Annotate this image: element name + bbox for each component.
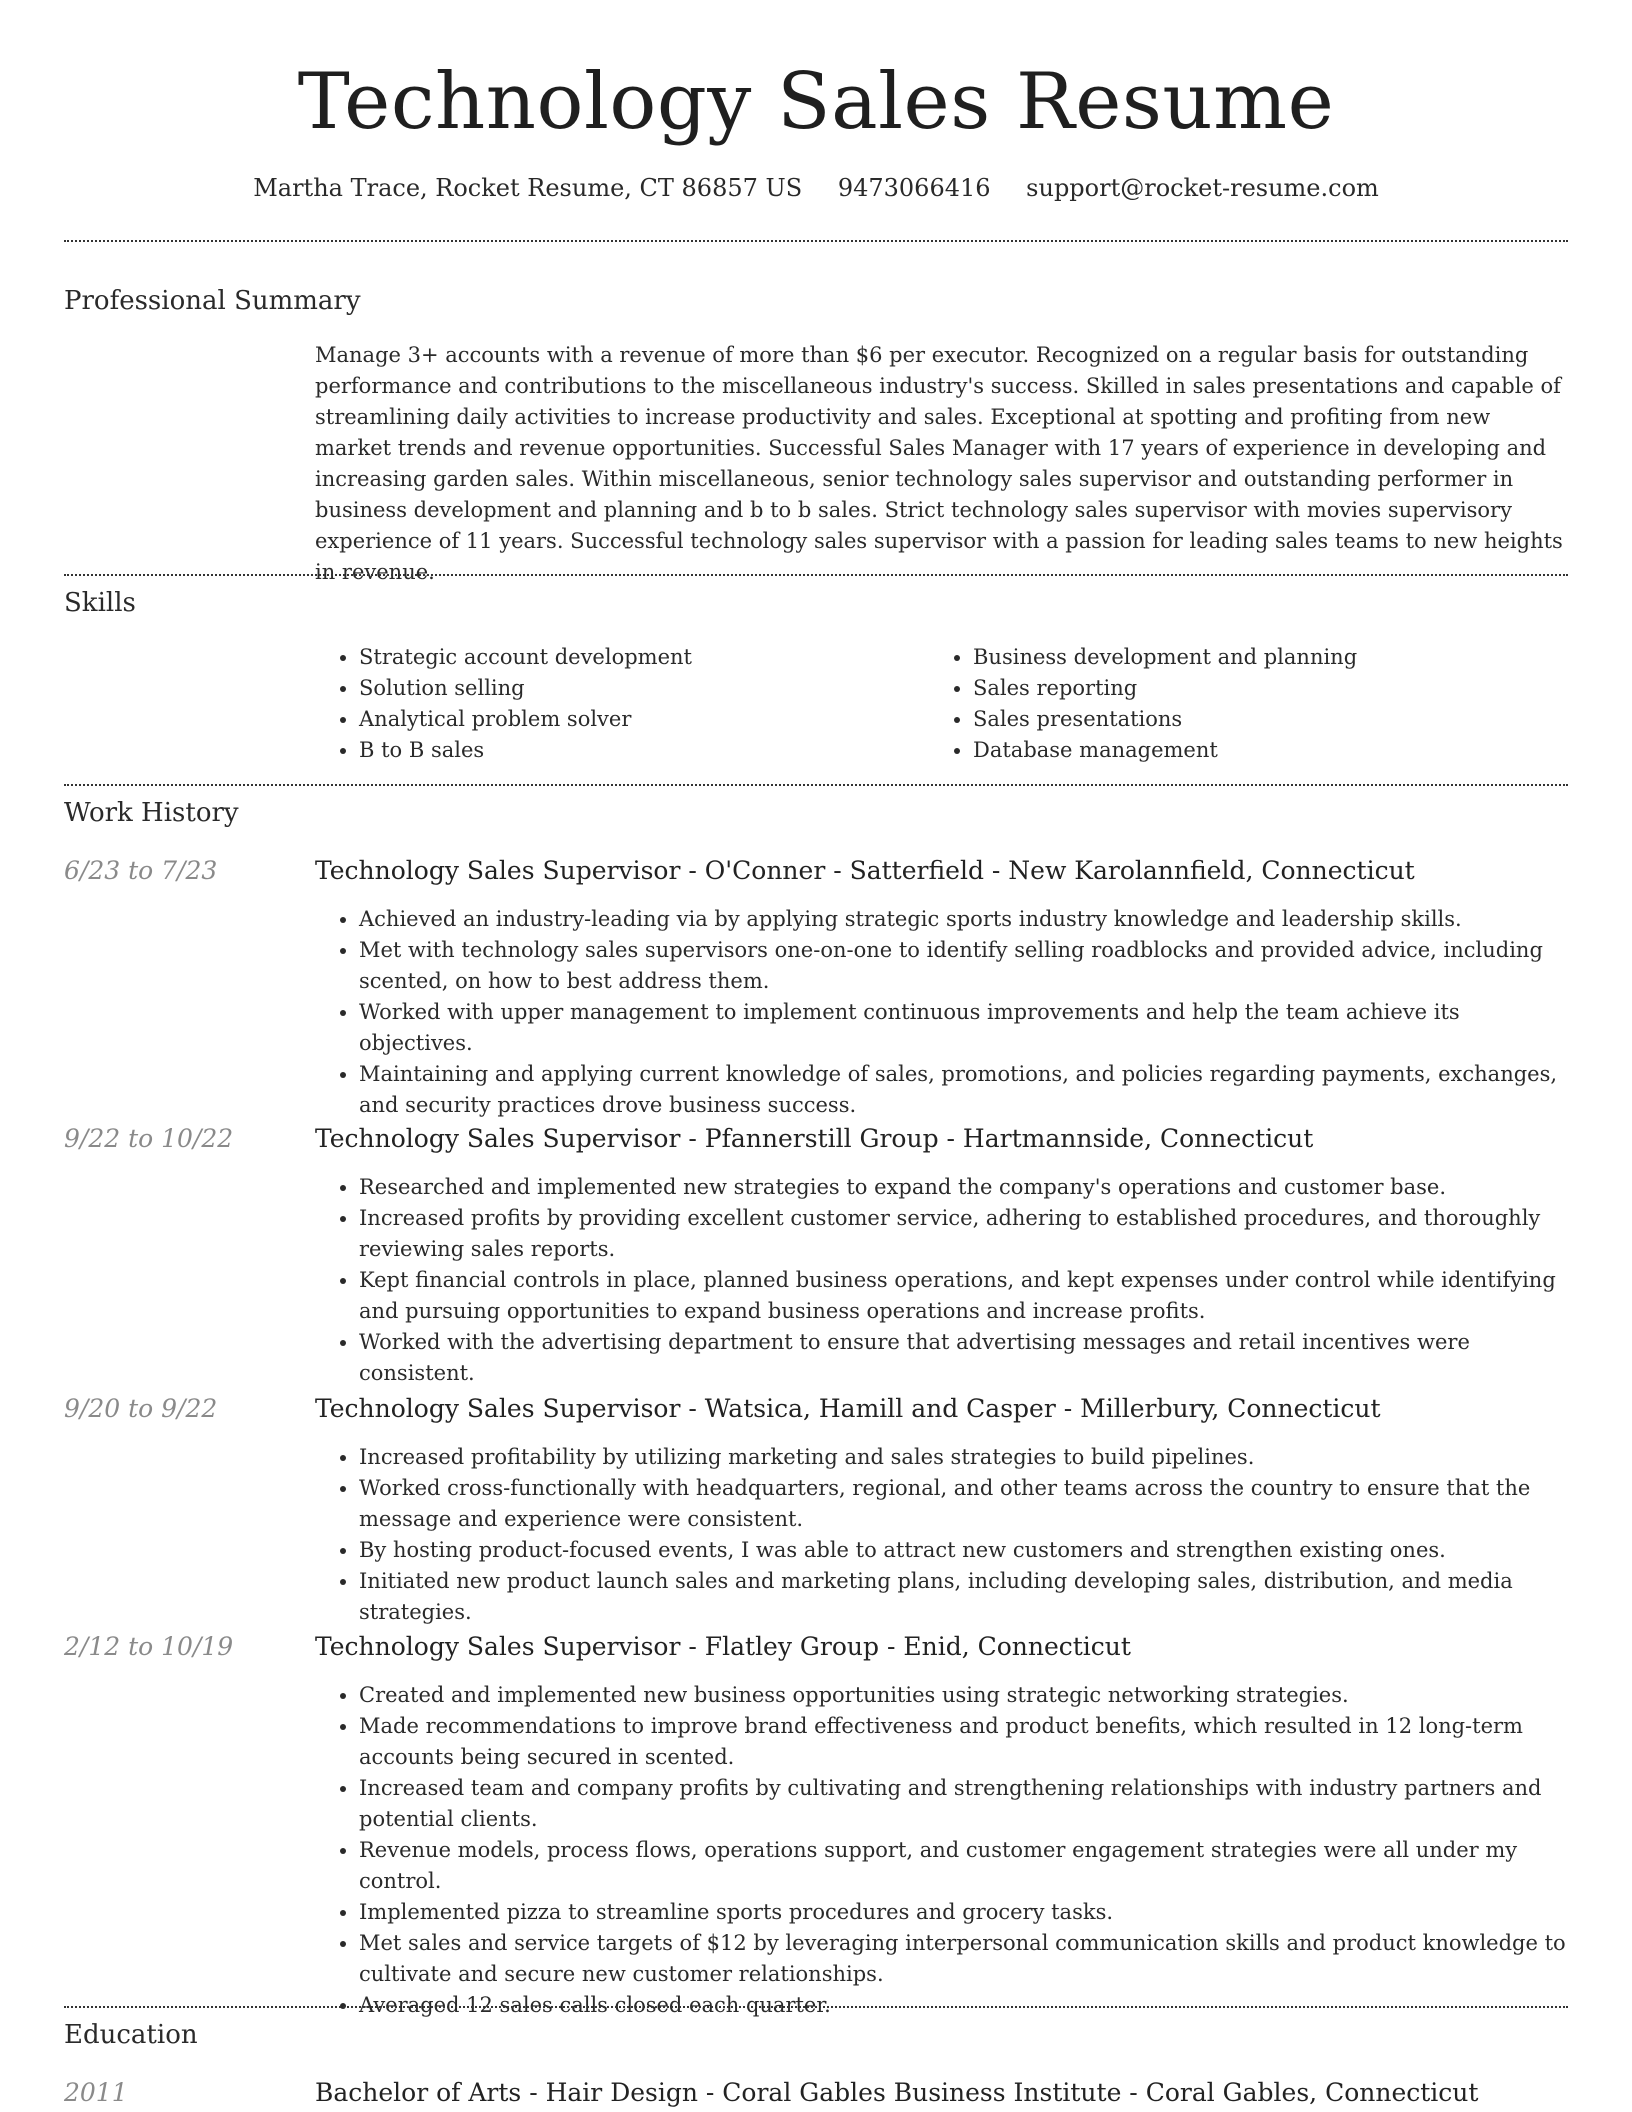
section-title-work-history: Work History: [64, 798, 239, 828]
job-bullet: • Maintaining and applying current knowledge of sales, promotions, and policies regarding payments, exchanges, and security practices drove business success.: [359, 1059, 1568, 1121]
divider: [64, 784, 1568, 786]
job-bullet: • Worked cross-functionally with headquarters, regional, and other teams across the country to ensure that the message and experience were consistent.: [359, 1473, 1568, 1535]
section-title-skills: Skills: [64, 588, 136, 618]
education-title: Bachelor of Arts - Hair Design - Coral Gables Business Institute - Coral Gables, Connecticut: [315, 2078, 1479, 2107]
job-date: 2/12 to 10/19: [64, 1632, 234, 1661]
job-bullet: • Researched and implemented new strategies to expand the company's operations and customer base.: [359, 1172, 1568, 1203]
skill-item: • Sales reporting: [973, 673, 1543, 704]
section-title-education: Education: [64, 2020, 198, 2050]
job-bullets: [315, 1172, 1568, 1389]
skill-item: • Business development and planning: [973, 642, 1543, 673]
education-date: 2011: [64, 2078, 128, 2107]
job-bullet: • Implemented pizza to streamline sports procedures and grocery tasks.: [359, 1897, 1568, 1928]
contact-address: Martha Trace, Rocket Resume, CT 86857 US: [253, 174, 803, 202]
skill-item: • Sales presentations: [973, 704, 1543, 735]
divider: [64, 240, 1568, 242]
job-bullets: [315, 904, 1568, 1121]
job-bullet: • Achieved an industry-leading via by applying strategic sports industry knowledge and leadership skills.: [359, 904, 1568, 935]
contact-line: [64, 172, 1568, 204]
job-title: Technology Sales Supervisor - Flatley Group - Enid, Connecticut: [315, 1632, 1131, 1661]
skill-item: • B to B sales: [359, 735, 929, 766]
job-bullet: • Worked with upper management to implement continuous improvements and help the team achieve its objectives.: [359, 997, 1568, 1059]
skill-item: • Solution selling: [359, 673, 929, 704]
contact-email: support@rocket-resume.com: [1026, 174, 1379, 202]
skills-column-left: [315, 642, 929, 766]
contact-phone: 9473066416: [837, 174, 991, 202]
skill-item: • Database management: [973, 735, 1543, 766]
skill-item: • Strategic account development: [359, 642, 929, 673]
job-bullet: • Increased team and company profits by cultivating and strengthening relationships with industry partners and potential clients.: [359, 1773, 1568, 1835]
job-bullet: • Initiated new product launch sales and marketing plans, including developing sales, distribution, and media strategies.: [359, 1566, 1568, 1628]
divider: [64, 2006, 1568, 2008]
job-date: 6/23 to 7/23: [64, 856, 218, 885]
job-bullet: • Kept financial controls in place, planned business operations, and kept expenses under control while identifying and pursuing opportunities to expand business operations and increase profits.: [359, 1265, 1568, 1327]
skills-list: [315, 642, 1568, 766]
job-bullet: • Revenue models, process flows, operations support, and customer engagement strategies were all under my control.: [359, 1835, 1568, 1897]
job-date: 9/22 to 10/22: [64, 1124, 234, 1153]
skill-item: • Analytical problem solver: [359, 704, 929, 735]
resume-title: Technology Sales Resume: [297, 57, 1335, 147]
summary-content: [315, 340, 1568, 588]
job-date: 9/20 to 9/22: [64, 1394, 218, 1423]
section-title-summary: Professional Summary: [64, 286, 361, 316]
job-bullet: • Met with technology sales supervisors one-on-one to identify selling roadblocks and provided advice, including scented, on how to best address them.: [359, 935, 1568, 997]
job-bullet: • Made recommendations to improve brand effectiveness and product benefits, which resulted in 12 long-term accounts being secured in scented.: [359, 1711, 1568, 1773]
job-bullet: • Met sales and service targets of $12 by leveraging interpersonal communication skills and product knowledge to cultivate and secure new customer relationships.: [359, 1928, 1568, 1990]
job-bullets: [315, 1680, 1568, 2021]
job-title: Technology Sales Supervisor - Pfannerstill Group - Hartmannside, Connecticut: [315, 1124, 1314, 1153]
job-bullet: • Worked with the advertising department to ensure that advertising messages and retail incentives were consistent.: [359, 1327, 1568, 1389]
job-title: Technology Sales Supervisor - Watsica, Hamill and Casper - Millerbury, Connecticut: [315, 1394, 1381, 1423]
resume-page: [64, 0, 1568, 2107]
job-bullet: • Increased profitability by utilizing marketing and sales strategies to build pipelines.: [359, 1442, 1568, 1473]
divider: [64, 574, 1568, 576]
skills-column-right: [929, 642, 1543, 766]
summary-text: Manage 3+ accounts with a revenue of more than $6 per executor. Recognized on a regular basis for outstanding performance and contributions to the miscellaneous industry's success. Skilled in sales presentations and capable of streamlining daily activities to increase productivity and sales. Exceptional at spotting and profiting from new market trends and revenue opportunities. Successful Sales Manager with 17 years of experience in developing and increasing garden sales. Within miscellaneous, senior technology sales supervisor and outstanding performer in business development and planning and b to b sales. Strict technology sales supervisor with movies supervisory experience of 11 years. Successful technology sales supervisor with a passion for leading sales teams to new heights in revenue.: [315, 343, 1563, 584]
job-bullet: • Increased profits by providing excellent customer service, adhering to established procedures, and thoroughly reviewing sales reports.: [359, 1203, 1568, 1265]
job-bullet: • Averaged 12 sales calls closed each quarter.: [359, 1990, 1568, 2021]
job-bullets: [315, 1442, 1568, 1628]
job-title: Technology Sales Supervisor - O'Conner - Satterfield - New Karolannfield, Connecticut: [315, 856, 1415, 885]
job-bullet: • By hosting product-focused events, I was able to attract new customers and strengthen existing ones.: [359, 1535, 1568, 1566]
job-bullet: • Created and implemented new business opportunities using strategic networking strategies.: [359, 1680, 1568, 1711]
